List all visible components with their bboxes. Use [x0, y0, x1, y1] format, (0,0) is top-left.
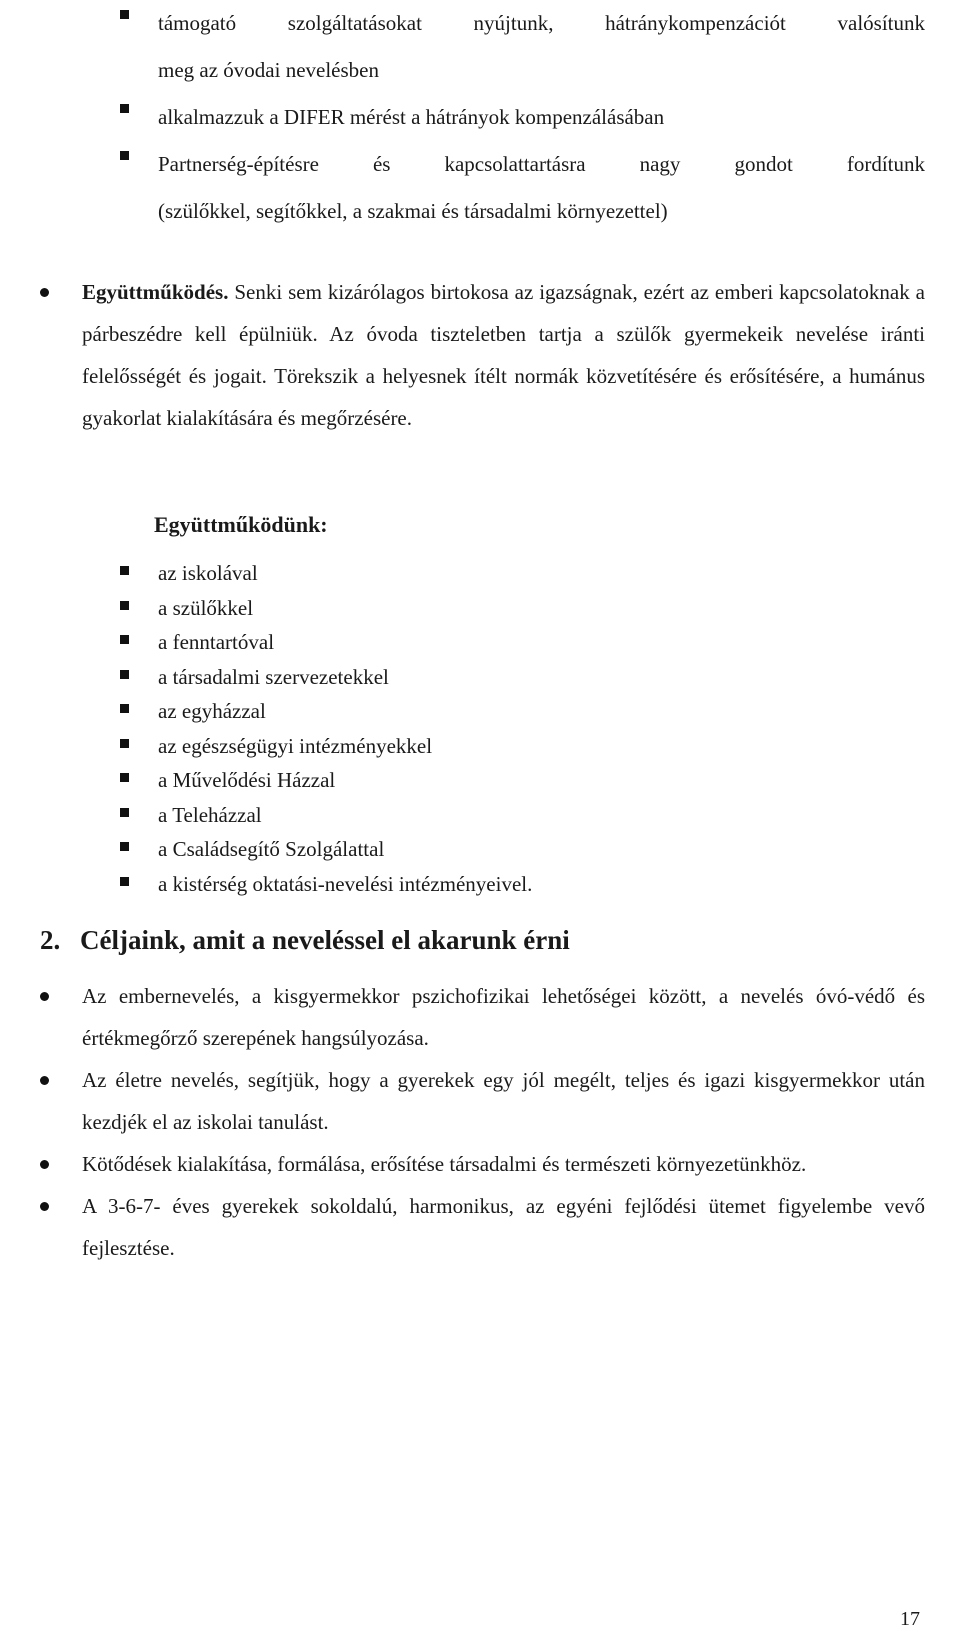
section-title: Céljaink, amit a neveléssel el akarunk érni	[80, 925, 570, 955]
list-item-text: az iskolával	[158, 561, 258, 585]
cooperation-list	[120, 556, 720, 901]
square-bullet-icon	[120, 566, 129, 575]
list-item	[120, 867, 720, 902]
list-item-text: a kistérség oktatási-nevelési intézményeivel.	[158, 871, 533, 896]
square-bullet-icon	[120, 842, 129, 851]
list-item-text: a fenntartóval	[158, 630, 275, 654]
list-item-text: a társadalmi szervezetekkel	[158, 664, 389, 689]
square-bullet-icon	[120, 808, 129, 817]
list-item	[120, 660, 720, 695]
goal-text: Az életre nevelés, segítjük, hogy a gyerekek egy jól megélt, teljes és igazi kisgyermekkor után kezdjék el az iskolai tanulást.	[82, 1068, 925, 1134]
cooperation-body: Senki sem kizárólagos birtokosa az igazságnak, ezért az emberi kapcsolatoknak a párbeszédre kell épülniük. Az óvoda tiszteletben tartja a szülők gyermekeik nevelése iránti felelősségét és jogait. Törekszik a helyesnek ítélt normák közvetítésére és erősítésére, a humánus gyakorlat kialakítására és megőrzésére.	[82, 280, 925, 430]
round-bullet-icon	[40, 1160, 49, 1169]
goal-text: Az embernevelés, a kisgyermekkor pszichofizikai lehetőségei között, a nevelés óvó-védő és értékmegőrző szerepének hangsúlyozása.	[82, 984, 925, 1050]
list-item	[120, 556, 720, 591]
round-bullet-icon	[40, 1076, 49, 1085]
round-bullet-icon	[40, 992, 49, 1001]
square-bullet-icon	[120, 739, 129, 748]
square-bullet-icon	[120, 877, 129, 886]
list-item-line: Partnerség-építésre és kapcsolattartásra nagy gondot fordítunk	[158, 152, 925, 176]
list-item	[40, 1185, 925, 1269]
page-number: 17	[900, 1608, 920, 1630]
list-item	[40, 1143, 925, 1185]
cooperation-lead: Együttműködés.	[82, 280, 229, 304]
list-item-line: alkalmazzuk a DIFER mérést a hátrányok kompenzálásában	[158, 105, 665, 129]
list-item-text: a szülőkkel	[158, 595, 254, 620]
square-bullet-icon	[120, 670, 129, 679]
goal-text: Kötődések kialakítása, formálása, erősítése társadalmi és természeti környezetünkhöz.	[82, 1152, 807, 1176]
cooperation-paragraph	[40, 271, 925, 439]
list-item-line: (szülőkkel, segítőkkel, a szakmai és társadalmi környezettel)	[158, 199, 668, 223]
list-item	[120, 141, 925, 235]
list-item-line: meg az óvodai nevelésben	[158, 58, 379, 82]
cooperation-text	[82, 271, 925, 439]
cooperation-heading: Együttműködünk:	[154, 512, 328, 537]
list-item	[120, 729, 720, 764]
list-item-text: az egészségügyi intézményekkel	[158, 733, 433, 758]
goals-list	[40, 975, 925, 1269]
section-number: 2.	[40, 925, 61, 955]
list-item-text: a Teleházzal	[158, 802, 262, 827]
list-item	[120, 94, 925, 141]
square-bullet-icon	[120, 635, 129, 644]
list-item	[120, 625, 720, 660]
list-item	[40, 1059, 925, 1143]
round-bullet-icon	[40, 1202, 49, 1211]
list-item-text: a Művelődési Házzal	[158, 768, 336, 792]
list-item	[40, 975, 925, 1059]
round-bullet-icon	[40, 288, 49, 297]
square-bullet-icon	[120, 104, 129, 113]
list-item-text: az egyházzal	[158, 699, 266, 723]
list-item-text: a Családsegítő Szolgálattal	[158, 837, 385, 861]
list-item	[120, 832, 720, 867]
top-bullet-list	[120, 0, 925, 235]
list-item-line: támogató szolgáltatásokat nyújtunk, hátránykompenzációt valósítunk	[158, 11, 925, 35]
square-bullet-icon	[120, 704, 129, 713]
list-item	[120, 798, 720, 833]
goal-text: A 3-6-7- éves gyerekek sokoldalú, harmonikus, az egyéni fejlődési ütemet figyelembe vevő fejlesztése.	[82, 1194, 925, 1260]
section-heading	[40, 925, 570, 956]
list-item	[120, 0, 925, 94]
square-bullet-icon	[120, 151, 129, 160]
square-bullet-icon	[120, 10, 129, 19]
list-item	[120, 763, 720, 798]
square-bullet-icon	[120, 773, 129, 782]
list-item	[120, 694, 720, 729]
square-bullet-icon	[120, 601, 129, 610]
list-item	[120, 591, 720, 626]
